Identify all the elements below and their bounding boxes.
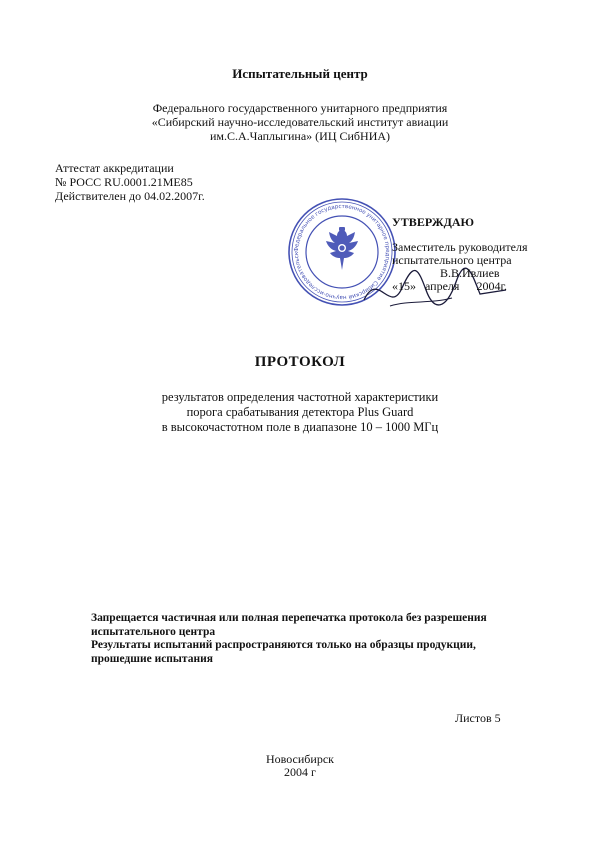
center-title: Испытательный центр [232,66,368,81]
organization-line: им.С.А.Чаплыгина» (ИЦ СибНИА) [209,129,391,143]
copyright-notice [91,612,551,666]
approval-date-year: 2004г. [476,279,508,293]
accreditation-line: Аттестат аккредитации [55,161,174,175]
organization-name [0,101,600,143]
organization-line: Федерального государственного унитарного предприятия [152,101,448,115]
document-title: ПРОТОКОЛ [254,354,346,370]
approval-block [392,215,528,293]
approval-heading: УТВЕРЖДАЮ [392,215,475,229]
approval-date-day: «15» [392,279,416,293]
sheet-count: Листов 5 [455,711,501,725]
stamp-ring-text: Федеральное государственное унитарное предприятие Сибирский научно-исследовательск [293,203,391,301]
approval-position-line: испытательного центра [392,253,512,267]
organization-line: «Сибирский научно-исследовательский институт авиации [151,115,449,129]
year: 2004 г [284,765,316,779]
notice-line: испытательного центра [91,625,216,638]
city: Новосибирск [266,752,334,766]
approval-date [392,280,528,293]
notice-line: прошедшие испытания [91,652,213,665]
subtitle-line: результатов определения частотной характеристики [161,390,439,404]
approver-name: В.В.Ивлиев [440,266,500,280]
notice-line: Результаты испытаний распространяются только на образцы продукции, [91,639,476,651]
place-and-year [0,753,600,779]
subtitle-line: порога срабатывания детектора Plus Guard [186,405,414,419]
approval-position-line: Заместитель руководителя [392,240,528,254]
subtitle-line: в высокочастотном поле в диапазоне 10 – 1000 МГц [161,420,439,434]
accreditation-line: Действителен до 04.02.2007г. [55,189,205,203]
approval-date-month: апреля [425,279,460,293]
accreditation-block [55,161,205,203]
accreditation-line: № РОСС RU.0001.21МЕ85 [55,175,193,189]
document-subtitle [0,390,600,435]
notice-line: Запрещается частичная или полная перепечатка протокола без разрешения [91,612,487,624]
